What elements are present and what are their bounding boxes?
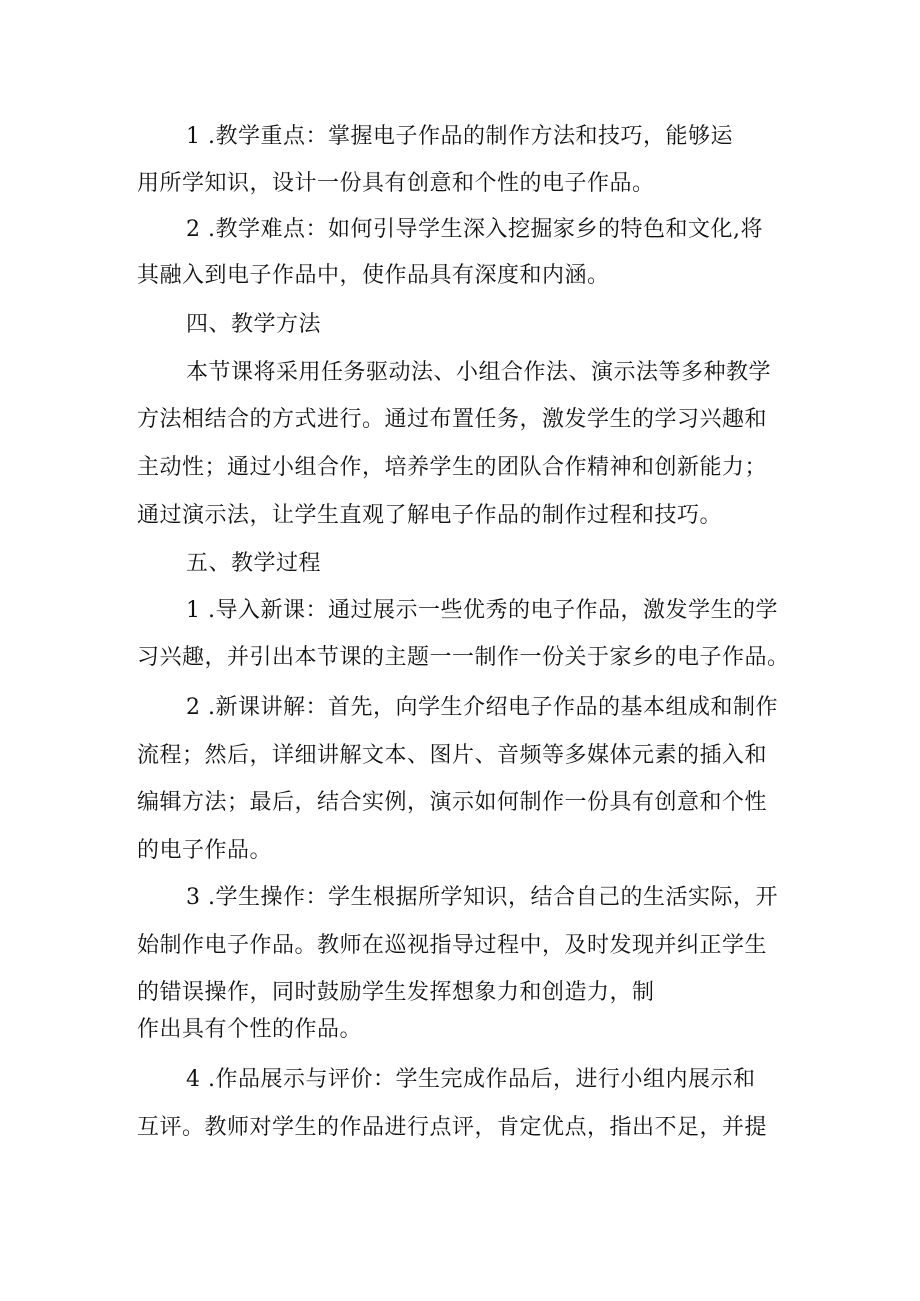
- text-line: 的电子作品。: [137, 838, 273, 863]
- text-line: 通过演示法，让学生直观了解电子作品的制作过程和技巧。: [137, 503, 723, 528]
- text-line: 主动性；通过小组合作，培养学生的团队合作精神和创新能力；: [137, 455, 768, 480]
- text-line: 2 .新课讲解：首先，向学生介绍电子作品的基本组成和制作: [186, 695, 778, 720]
- text-line: 1 .教学重点：掌握电子作品的制作方法和技巧，能够运: [186, 124, 733, 149]
- text-line: 1 .导入新课：通过展示一些优秀的电子作品，激发学生的学: [186, 598, 778, 623]
- text-line: 习兴趣，并引出本节课的主题一一制作一份关于家乡的电子作品。: [137, 645, 790, 670]
- text-line: 始制作电子作品。教师在巡视指导过程中，及时发现并纠正学生: [137, 933, 768, 958]
- text-line: 2 .教学难点：如何引导学生深入挖掘家乡的特色和文化,将: [186, 217, 763, 242]
- text-line: 用所学知识，设计一份具有创意和个性的电子作品。: [137, 171, 655, 196]
- text-line: 3 .学生操作：学生根据所学知识，结合自己的生活实际，开: [186, 885, 778, 910]
- text-line: 的错误操作，同时鼓励学生发挥想象力和创造力，制: [137, 980, 655, 1005]
- text-line: 本节课将采用任务驱动法、小组合作法、演示法等多种教学: [186, 360, 772, 385]
- text-line: 作出具有个性的作品。: [137, 1017, 363, 1042]
- section-heading: 五、教学过程: [186, 551, 322, 576]
- text-line: 4 .作品展示与评价：学生完成作品后，进行小组内展示和: [186, 1067, 756, 1092]
- text-line: 其融入到电子作品中，使作品具有深度和内涵。: [137, 263, 610, 288]
- text-line: 互评。教师对学生的作品进行点评，肯定优点，指出不足，并提: [137, 1115, 768, 1140]
- section-heading: 四、教学方法: [186, 312, 322, 337]
- text-line: 流程；然后，详细讲解文本、图片、音频等多媒体元素的插入和: [137, 743, 768, 768]
- text-line: 方法相结合的方式进行。通过布置任务，激发学生的学习兴趣和: [137, 407, 768, 432]
- text-line: 编辑方法；最后，结合实例，演示如何制作一份具有创意和个性: [137, 790, 768, 815]
